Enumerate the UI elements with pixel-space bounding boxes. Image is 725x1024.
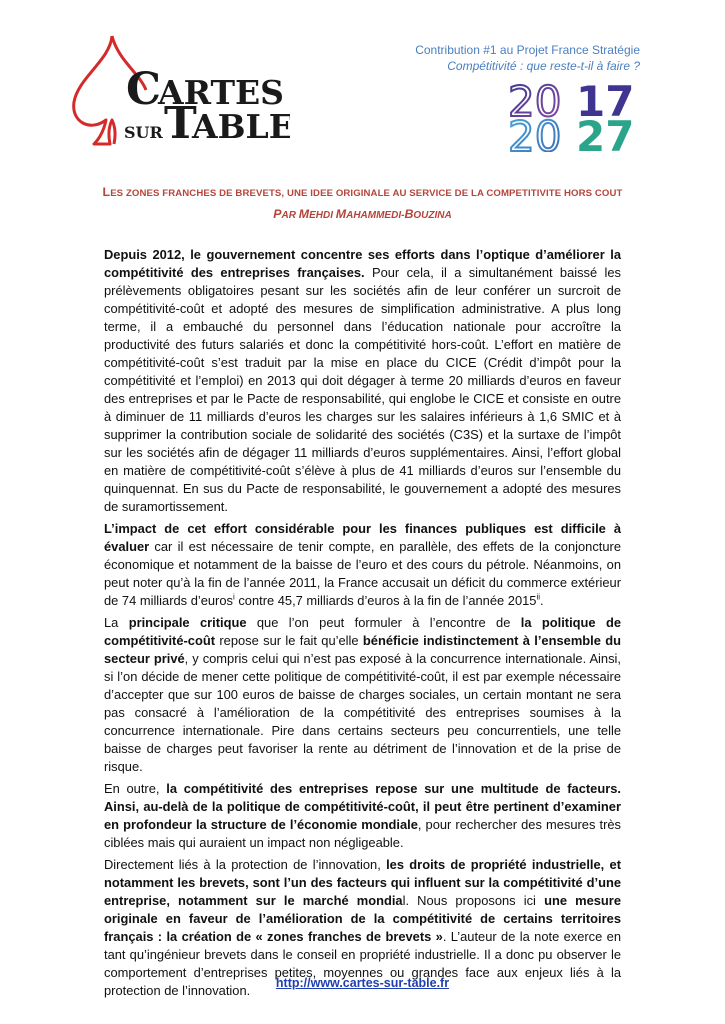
title-rest: ES ZONES FRANCHES DE BREVETS, UNE IDEE ORIGINALE AU SERVICE DE LA COMPETITIVITE HORS COUT [110,188,623,199]
spade-icon [60,30,290,150]
author-m-rest: EHDI [309,210,333,221]
author-m-cap: M [298,207,310,221]
p2-text-b: contre 45,7 milliards d’euros à la fin de l’année 2015 [234,593,537,608]
year-bottom-right: 27 [576,112,635,152]
year-logo [508,78,648,152]
paragraph-4 [104,780,621,852]
p1-text: Pour cela, il a simultanément baissé les prélèvements obligatoires pesant sur les sociétés afin de leur conférer un surcroit de compétitivité-coût et adopté des mesures de simplification administrative. A plus long terme, il a embauché du personnel dans l’éducation nationale pour accroître la productivité des futurs salariés et donc la compétitivité hors-coût. L’effort en matière de compétitivité-coût s’est traduit par la mise en place du CICE (Crédit d’impôt pour la compétitivité et l’emploi) en 2013 qui doit dégager à terme 20 milliards d’euros en faveur des entreprises et par le Pacte de responsabilité, qui englobe le CICE et consiste en outre à diminuer de 11 milliards d’euros les charges sur les salaires inférieurs à 1,6 SMIC et à supprimer la contribution sociale de solidarité des sociétés (C3S) et la surtaxe de l’impôt sur les sociétés afin de dégager 11 milliards d’euros supplémentaires. Ainsi, l’effort global en matière de compétitivité-coût s’élève à plus de 41 milliards d’euros sur l’ensemble du quinquennat. En sus du Pacte de responsabilité, le gouvernement a adopté des mesures de suramortissement. [104,265,622,514]
author-p-cap: P [273,207,282,221]
document-title [60,185,665,199]
paragraph-2 [104,520,621,610]
header-line1: Contribution #1 au Projet France Stratégie [415,43,640,57]
p5-text-c: l. Nous proposons ici [402,893,545,908]
p4-bold: la compétitivité des entreprises repose sur une multitude de facteurs. Ainsi, au-delà de la politique de compétitivité-coût, il peut être pertinent d’examiner en profondeur la structure de l’économie mondiale [104,781,621,832]
title-cap: L [102,185,111,199]
paragraph-3 [104,614,621,776]
author-p-rest: AR [281,210,296,221]
p5-text-a: Directement liés à la protection de l’innovation, [104,857,387,872]
paragraph-1 [104,246,621,516]
author-b-rest: OUZINA [413,210,452,221]
year-top-left: 20 [508,78,562,126]
p3-bold-2: la politique de compétitivité-coût [104,615,621,648]
p3-text-c: que l’on peut formuler à l’encontre de [246,615,521,630]
logo-line2-rest: ABLE [192,107,290,146]
p5-bold-1: les droits de propriété industrielle, et notamment les brevets, sont l’un des facteurs qui influent sur la compétitivité d’une entreprise, notamment sur le marché mondia [104,857,621,908]
year-bottom-left: 20 [508,112,562,152]
logo-line1-cap: C [126,64,162,115]
document-author [60,207,665,221]
document-body [104,246,621,1004]
footer [0,976,725,990]
logo-line2-small: SUR [124,123,163,142]
logo-line2-cap: T [164,98,197,149]
author-m2-cap: M [335,207,347,221]
p2-text-a: car il est nécessaire de tenir compte, en parallèle, des effets de la conjoncture économique et notamment de la baisse de l’euro et des cours du pétrole. Néanmoins, on peut noter qu’à la fin de l’année 2011, la France accusait un déficit du commerce extérieur de 74 milliards d’euros [104,539,621,608]
p5-bold-2: une mesure originale en faveur de l’amélioration de la compétitivité de certains territoires français : la création de « zones franches de brevets » [104,893,621,944]
p3-text-e: , y compris celui qui n’est pas exposé à la concurrence internationale. Ainsi, si l’on décide de mener cette politique de compétitivité-coût, il est par exemple nécessaire d’accepter que sur 100 euros de baisse de charges sociales, un certain montant ne sera pas consacré à l’amélioration de la compétitivité des entreprises soumises à la concurrence internationale. Pire dans certains secteurs peu concurrentiels, une telle baisse de charges peut favoriser la rente au détriment de l’innovation et de la prise de risque. [104,651,621,774]
website-link[interactable]: http://www.cartes-sur-table.fr [275,976,450,990]
p4-text-a: En outre, [104,781,167,796]
p2-bold: L’impact de cet effort considérable pour les finances publiques est difficile à évaluer [104,521,621,554]
header-line2: Compétitivité : que reste-t-il à faire ? [447,59,640,73]
author-m2-rest: AHAMMEDI- [346,210,405,221]
footnote-ref-1[interactable]: i [232,592,235,602]
header-info [415,42,640,74]
p3-bold-3: bénéficie indistinctement à l’ensemble du secteur privé [104,633,621,666]
author-b-cap: B [404,207,414,221]
p5-text-d: . L’auteur de la note exerce en tant qu’ingénieur brevets dans le conseil en propriété industrielle. Il a donc pu observer le comportement d’entreprises petites, moyennes ou grandes face aux enjeux liés à la protection de l’innovation. [104,929,622,998]
year-top-right: 17 [576,78,635,126]
p4-text-c: , pour rechercher des mesures très ciblées mais qui auraient un impact non négligeable. [104,817,621,850]
p3-bold-1: principale critique [128,615,247,630]
logo-line1-rest: ARTES [158,73,284,112]
p3-text-a: La [104,615,129,630]
p2-text-c: . [540,593,544,608]
cartes-sur-table-logo [60,30,290,150]
p3-text-d: repose sur le fait qu’elle [215,633,363,648]
footnote-ref-2[interactable]: ii [536,592,541,602]
p1-bold: Depuis 2012, le gouvernement concentre ses efforts dans l’optique d’améliorer la compétitivité des entreprises françaises. [104,247,621,280]
